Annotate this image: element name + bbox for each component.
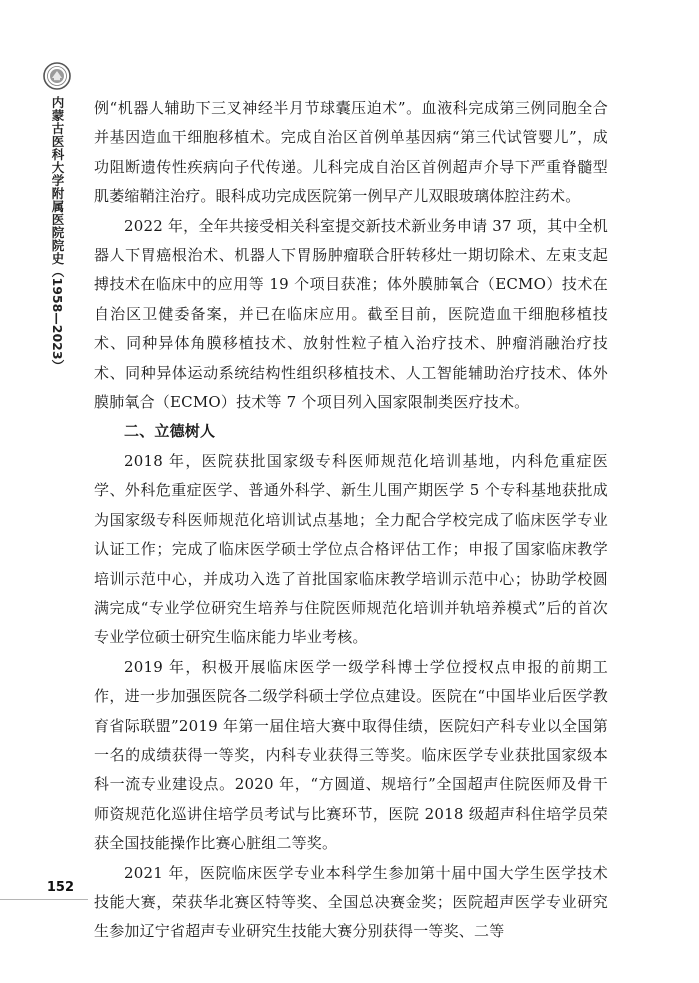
page-number: 152 <box>46 880 74 895</box>
section-heading: 二、立德树人 <box>124 422 216 441</box>
book-title-text: 内蒙古医科大学附属医院院史 <box>50 96 65 265</box>
book-years: （1958—2023） <box>50 265 65 373</box>
paragraph: 2018 年，医院获批国家级专科医师规范化培训基地，内科危重症医学、外科危重症医学、普通外科学、新生儿围产期医学 5 个专科基地获批成为国家级专科医师规范化培训试点基地；全力配合学校完成了临床医学专业认证工作；完成了临床医学硕士学位点合格评估工作；申报了国家临床教学培训示范中心，并成功入选了首批国家临床教学培训示范中心；协助学校圆满完成“专业学位研究生培养与住院医师规范化培训并轨培养模式”后的首次专业学位硕士研究生临床能力毕业考核。 <box>94 451 608 647</box>
paragraph: 例“机器人辅助下三叉神经半月节球囊压迫术”。血液科完成第三例同胞全合并基因造血干细胞移植术。完成自治区首例单基因病“第三代试管婴儿”，成功阻断遗传性疾病向子代传递。儿科完成自治区首例超声介导下严重脊髓型肌萎缩鞘注治疗。眼科成功完成医院第一例早产儿双眼玻璃体腔注药术。 <box>94 99 608 206</box>
paragraph: 2022 年，全年共接受相关科室提交新技术新业务申请 37 项，其中全机器人下胃癌根治术、机器人下胃肠肿瘤联合肝转移灶一期切除术、左束支起搏技术在临床中的应用等 19 个项目获准；体外膜肺氧合（ECMO）技术在自治区卫健委备案，并已在临床应用。截至目前，医院造血干细胞移植技术、同种异体角膜移植技术、放射性粒子植入治疗技术、肿瘤消融治疗技术、同种异体运动系统结构性组织移植技术、人工智能辅助治疗技术、体外膜肺氧合（ECMO）技术等 7 个项目列入国家限制类医疗技术。 <box>94 216 608 412</box>
paragraph: 2021 年，医院临床医学专业本科学生参加第十届中国大学生医学技术技能大赛，荣获华北赛区特等奖、全国总决赛金奖；医院超声医学专业研究生参加辽宁省超声专业研究生技能大赛分别获得一等奖、二等 <box>94 863 608 941</box>
page-body <box>94 94 608 947</box>
book-title <box>46 96 68 372</box>
university-emblem-icon <box>43 62 71 90</box>
paragraph: 2019 年，积极开展临床医学一级学科博士学位授权点申报的前期工作，进一步加强医院各二级学科硕士学位点建设。医院在“中国毕业后医学教育省际联盟”2019 年第一届住培大赛中取得佳绩，医院妇产科专业以全国第一名的成绩获得一等奖，内科专业获得三等奖。临床医学专业获批国家级本科一流专业建设点。2020 年，“方圆道、规培行”全国超声住院医师及骨干师资规范化巡讲住培学员考试与比赛环节，医院 2018 级超声科住培学员荣获全国技能操作比赛心脏组二等奖。 <box>94 657 608 853</box>
page-number-rule <box>0 899 88 900</box>
sidebar <box>0 0 90 983</box>
